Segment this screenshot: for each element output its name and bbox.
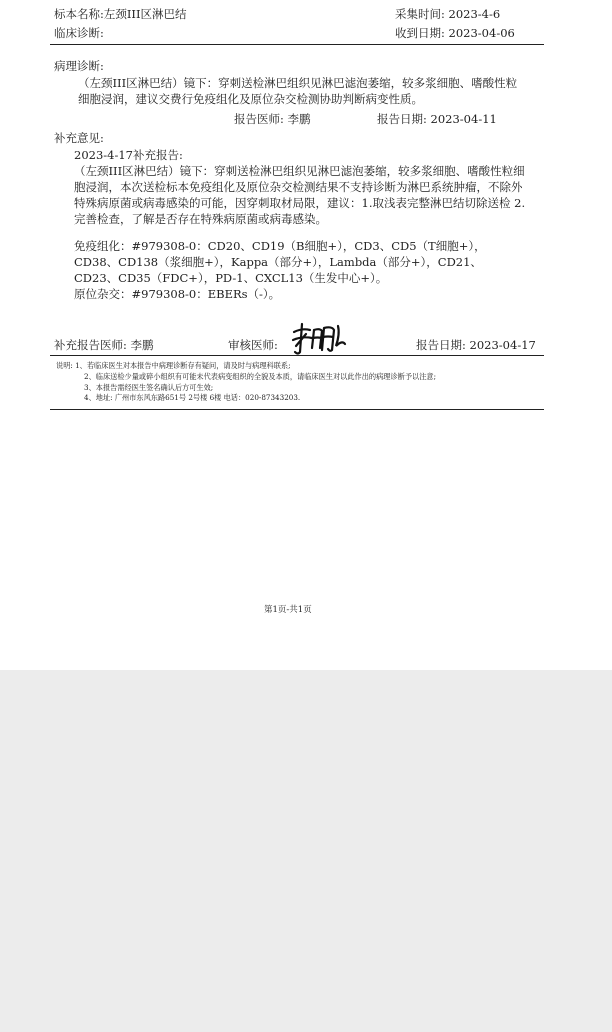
pathology-doctor: 报告医师: 李鹏 bbox=[234, 112, 311, 126]
clinical-diagnosis: 临床诊断: bbox=[54, 26, 104, 40]
note-line-4: 4、地址: 广州市东风东路651号 2号楼 6楼 电话：020-87343203. bbox=[84, 393, 301, 402]
immunohistochemistry: 免疫组化：#979308-0：CD20、CD19（B细胞+），CD3、CD5（T细胞+），CD38、CD138（浆细胞+），Kappa（部分+），Lambda（部分+），CD21、CD23、CD35（FDC+），PD-1、CXCL13（生发中心+）。 bbox=[74, 239, 486, 285]
signature-image bbox=[290, 322, 348, 356]
supplement-doctor: 补充报告医师: 李鹏 bbox=[54, 338, 154, 352]
supplement-body: （左颈III区淋巴结）镜下：穿刺送检淋巴组织见淋巴滤泡萎缩，较多浆细胞、嗜酸性粒细胞浸润，本次送检标本免疫组化及原位杂交检测结果不支持诊断为淋巴系统肿瘤，不除外特殊病原菌或病毒感染的可能，因穿刺取材局限，建议：1.取浅表完整淋巴结切除送检 2.完善检查，了解是否存在特殊病原菌或病毒感染。 bbox=[74, 164, 526, 226]
supplement-title: 补充意见: bbox=[54, 131, 104, 145]
reviewer-label: 审核医师: bbox=[228, 338, 278, 352]
in-situ-hybridization: 原位杂交：#979308-0：EBERs（-）。 bbox=[74, 287, 281, 301]
footer-divider-top bbox=[50, 355, 544, 356]
note-line-2: 2、临床送检少量或碎小组织有可能未代表病变组织的全貌及本质，请临床医生对以此作出的病理诊断予以注意; bbox=[84, 372, 436, 381]
specimen-name: 标本名称:左颈III区淋巴结 bbox=[54, 7, 187, 21]
final-report-date: 报告日期: 2023-04-17 bbox=[416, 338, 536, 352]
supplement-date-line: 2023-4-17补充报告: bbox=[74, 148, 183, 162]
note-line-1: 说明: 1、若临床医生对本报告中病理诊断存有疑问，请及时与病理科联系; bbox=[56, 361, 291, 370]
pathology-body: （左颈III区淋巴结）镜下：穿刺送检淋巴组织见淋巴滤泡萎缩，较多浆细胞、嗜酸性粒细胞浸润，建议交费行免疫组化及原位杂交检测协助判断病变性质。 bbox=[78, 76, 518, 106]
note-line-3: 3、本报告需经医生签名确认后方可生效; bbox=[84, 383, 214, 392]
page-number: 第1页-共1页 bbox=[264, 605, 312, 615]
received-date: 收到日期: 2023-04-06 bbox=[395, 26, 515, 40]
header-divider bbox=[50, 44, 544, 45]
pathology-title: 病理诊断: bbox=[54, 59, 104, 73]
pathology-report-date: 报告日期: 2023-04-11 bbox=[377, 112, 497, 126]
collect-time: 采集时间: 2023-4-6 bbox=[395, 7, 501, 21]
footer-divider-bottom bbox=[50, 409, 544, 410]
